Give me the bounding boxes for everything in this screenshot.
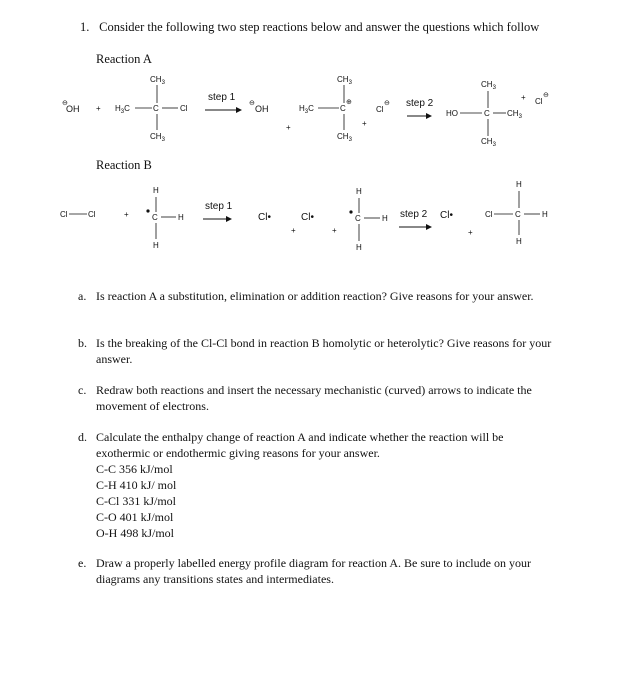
question-number: 1. [80,20,90,34]
cl-left: Cl [60,210,68,219]
question-a [78,288,558,304]
bond-energy-item: C-O 401 kJ/mol [96,510,174,524]
question-text: Draw a properly labelled energy profile diagram for reaction A. Be sure to include on your diagrams any transitions states and intermediates. [96,556,531,586]
question-text: Calculate the enthalpy change of reaction A and indicate whether the reaction will be exothermic or endothermic giving reasons for your answer. [96,430,504,460]
ch3-top-3: $CH_3$ [481,80,496,91]
question-text: Is reaction A a substitution, elimination or addition reaction? Give reasons for your answer. [96,289,534,303]
carbocation-carbon: C [340,104,346,113]
ho-label: HO [446,109,458,118]
step1-label-b: step 1 [205,201,233,212]
plus-sign-3: + [362,119,367,128]
central-carbon: C [153,104,159,113]
h-right-3: H [542,210,548,219]
ch3-top: $CH_3$ [150,75,165,86]
radical-dot-icon [349,210,352,213]
question-header [80,20,539,35]
h-top: H [153,186,159,195]
plus-sign-2: + [286,123,291,132]
question-d [78,429,558,541]
radical-carbon: C [152,213,158,222]
step1-label: step 1 [208,92,236,103]
h3c-label-2: $H_3C$ [299,104,314,115]
negative-charge-icon: ⊖ [543,92,549,99]
h-top-2: H [356,187,362,196]
question-letter: b. [78,336,87,350]
plus-sign: + [96,104,101,113]
ch3-right: $CH_3$ [507,109,522,120]
bond-energy-list [96,461,558,541]
chloride-label-2: Cl [535,97,543,106]
reaction-a-title: Reaction A [96,52,152,66]
negative-charge-icon: ⊖ [249,100,255,107]
question-letter: a. [78,289,87,303]
question-text: Redraw both reactions and insert the necessary mechanistic (curved) arrows to indicate the movement of electrons. [96,383,532,413]
plus-sign-b4: + [468,228,473,237]
ch3-bottom-3: $CH_3$ [481,137,496,148]
cl-right: Cl [88,210,96,219]
plus-sign-4: + [521,93,526,102]
ch3-top-2: $CH_3$ [337,75,352,86]
radical-dot-icon [146,209,149,212]
cl-radical-2: Cl• [301,212,314,223]
question-letter: d. [78,430,87,444]
h3c-label: $H_3C$ [115,104,130,115]
question-text: Consider the following two step reactions below and answer the questions which follow [99,20,540,34]
h-bottom-3: H [516,237,522,246]
chloride-label: Cl [376,105,384,114]
question-text: Is the breaking of the Cl-Cl bond in reaction B homolytic or heterolytic? Give reasons for your answer. [96,336,552,366]
plus-sign-b1: + [124,210,129,219]
cl-radical-3: Cl• [440,210,453,221]
reaction-b-diagram [0,175,619,260]
ch3-bottom-2: $CH_3$ [337,132,352,143]
step2-arrowhead [426,113,432,119]
question-c [78,382,558,414]
negative-charge-icon: ⊖ [62,100,68,107]
radical-carbon-2: C [355,214,361,223]
bond-energy-item: C-Cl 331 kJ/mol [96,494,177,508]
question-e [78,555,558,587]
negative-charge-icon: ⊖ [384,100,390,107]
hydroxide-label-2: OH [255,104,269,114]
step1-arrowhead [236,107,242,113]
step2-label-b: step 2 [400,209,428,220]
h-bottom: H [153,241,159,250]
h-bottom-2: H [356,243,362,252]
ch3-bottom: $CH_3$ [150,132,165,143]
question-letter: e. [78,556,87,570]
positive-charge-icon: ⊕ [346,99,352,106]
plus-sign-b3: + [332,226,337,235]
product-carbon: C [515,210,521,219]
h-top-3: H [516,180,522,189]
h-right-2: H [382,214,388,223]
hydroxide-label: OH [66,104,80,114]
reaction-a-diagram [0,70,619,155]
bond-energy-item: C-C 356 kJ/mol [96,462,173,476]
alcohol-carbon: C [484,109,490,118]
question-b [78,335,558,367]
bond-energy-item: O-H 498 kJ/mol [96,526,174,540]
plus-sign-b2: + [291,226,296,235]
cl-radical-1: Cl• [258,212,271,223]
question-letter: c. [78,383,87,397]
chlorine-label: Cl [180,104,188,113]
reaction-b-title: Reaction B [96,158,152,172]
bond-energy-item: C-H 410 kJ/ mol [96,478,177,492]
h-right: H [178,213,184,222]
cl-product: Cl [485,210,493,219]
step2-label: step 2 [406,98,434,109]
